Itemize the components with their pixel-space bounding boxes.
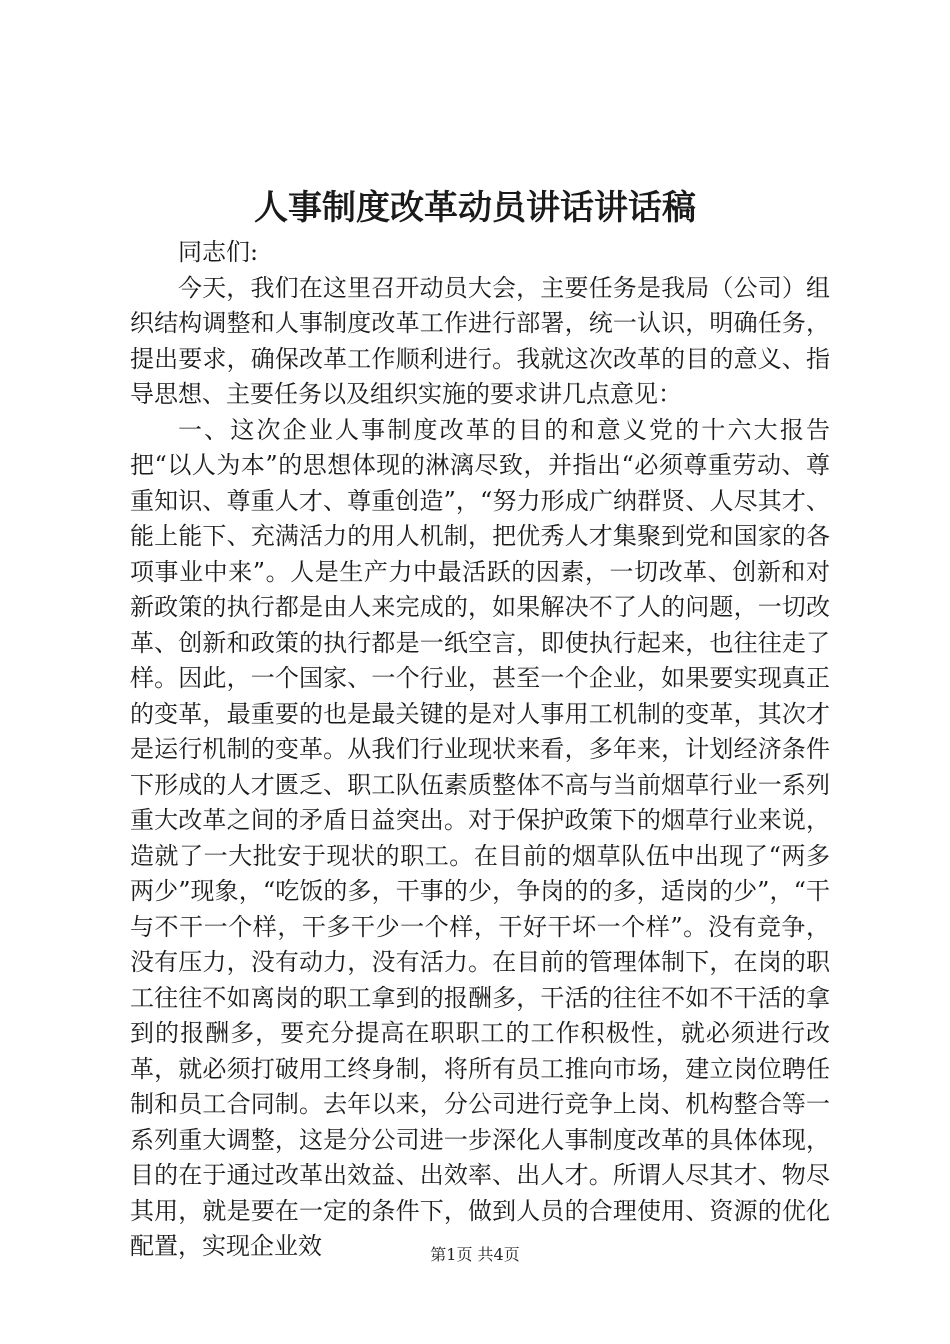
paragraph-intro: 今天，我们在这里召开动员大会，主要任务是我局（公司）组织结构调整和人事制度改革工作进行部署，统一认识，明确任务，提出要求，确保改革工作顺利进行。我就这次改革的目的意义、指导思想、主要任务以及组织实施的要求讲几点意见：: [130, 273, 830, 408]
page-number-footer: 第1页 共4页: [430, 1245, 520, 1264]
document-body: [130, 235, 830, 1265]
document-title: 人事制度改革动员讲话讲话稿: [254, 188, 696, 228]
salutation: 同志们:: [178, 238, 259, 266]
paragraph-section-one: 一、这次企业人事制度改革的目的和意义党的十六大报告把“以人为本”的思想体现的淋漓尽致，并指出“必须尊重劳动、尊重知识、尊重人才、尊重创造”，“努力形成广纳群贤、人尽其才、能上能下、充满活力的用人机制，把优秀人才集聚到党和国家的各项事业中来”。人是生产力中最活跃的因素，一切改革、创新和对新政策的执行都是由人来完成的，如果解决不了人的问题，一切改革、创新和政策的执行都是一纸空言，即使执行起来，也往往走了样。因此，一个国家、一个行业，甚至一个企业，如果要实现真正的变革，最重要的也是最关键的是对人事用工机制的变革，其次才是运行机制的变革。从我们行业现状来看，多年来，计划经济条件下形成的人才匮乏、职工队伍素质整体不高与当前烟草行业一系列重大改革之间的矛盾日益突出。对于保护政策下的烟草行业来说，造就了一大批安于现状的职工。在目前的烟草队伍中出现了“两多两少”现象，“吃饭的多，干事的少，争岗的的多，适岗的少”，“干与不干一个样，干多干少一个样，干好干坏一个样”。没有竞争，没有压力，没有动力，没有活力。在目前的管理体制下，在岗的职工往往不如离岗的职工拿到的报酬多，干活的往往不如不干活的拿到的报酬多，要充分提高在职职工的工作积极性，就必须进行改革，就必须打破用工终身制，将所有员工推向市场，建立岗位聘任制和员工合同制。去年以来，分公司进行竞争上岗、机构整合等一系列重大调整，这是分公司进一步深化人事制度改革的具体体现，目的在于通过改革出效益、出效率、出人才。所谓人尽其才、物尽其用，就是要在一定的条件下，做到人员的合理使用、资源的优化配置，实现企业效: [130, 415, 830, 1260]
